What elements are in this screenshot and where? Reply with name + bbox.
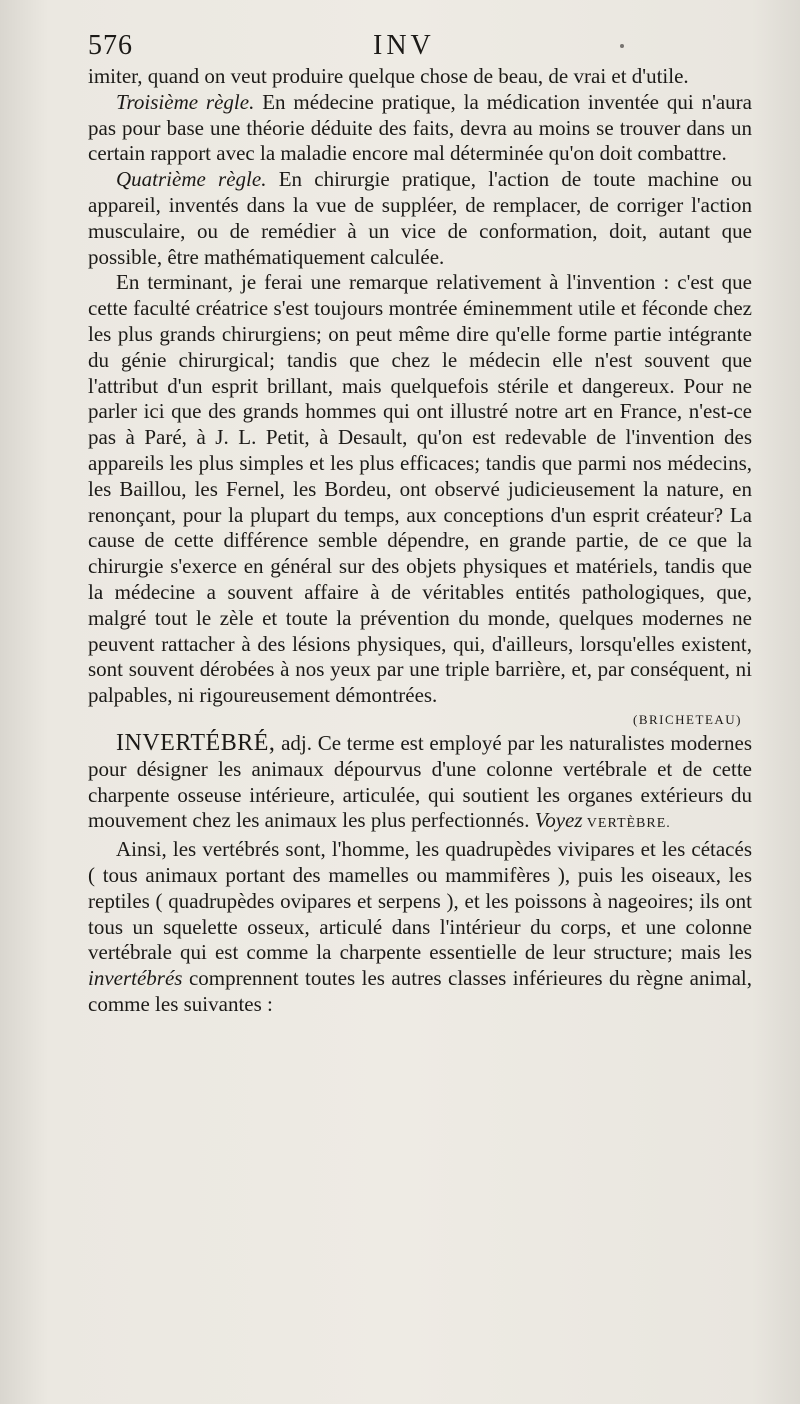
- paragraph-third-rule: [88, 90, 752, 167]
- page-number: 576: [88, 30, 133, 61]
- paragraph-conclusion: En terminant, je ferai une remarque relativement à l'invention : c'est que cette faculté créatrice s'est toujours montrée éminemment utile et féconde chez les plus grands chirurgiens; on peut même dire qu'elle forme partie intégrante du génie chirurgical; tandis que chez le médecin elle n'est souvent que l'attribut d'un esprit brillant, mais quelquefois stérile et dangereux. Pour ne parler ici que des grands hommes qui ont illustré notre art en France, n'est-ce pas à Paré, à J. L. Petit, à Desault, qu'on est redevable de l'invention des appareils les plus simples et les plus efficaces; tandis que parmi nos médecins, les Baillou, les Fernel, les Bordeu, ont observé judicieusement la nature, en renonçant, pour la plupart du temps, aux conceptions d'un esprit créateur? La cause de cette différence semble dépendre, en grande partie, de ce que la chirurgie s'exerce en général sur des objets physiques et matériels, tandis que la médecine a souvent affaire à de véritables entités pathologiques, que, malgré tout le zèle et toute la prévention du monde, quelques modernes ne peuvent rattacher à des lésions physiques, qui, d'ailleurs, lorsqu'elles existent, sont souvent dérobées à nos yeux par une triple barrière, et, par conséquent, ni palpables, ni rigoureusement démontrées.: [88, 270, 752, 708]
- rule-body: En chirurgie pratique, l'action de toute machine ou appareil, inventés dans la vue de suppléer, de remplacer, de corriger l'action musculaire, ou de remédier à un vice de conformation, doit, autant que possible, être mathématiquement calculée.: [88, 167, 752, 269]
- cross-reference-target: VERTÈBRE.: [582, 816, 671, 832]
- paragraph-text: Ainsi, les vertébrés sont, l'homme, les quadrupèdes vivipares et les cétacés ( tous animaux portant des mamelles ou mammifères ), puis les oiseaux, les reptiles ( quadrupèdes ovipares et serpens ), et les poissons à nageoires; ils ont tous un squelette osseux, articulé dans l'intérieur du corps, et une colonne vertébrale qui est comme la charpente essentielle de leur structure; mais les: [88, 837, 752, 965]
- rule-body: En médecine pratique, la médication inventée qui n'aura pas pour base une théorie déduite des faits, devra au moins se trouver dans un certain rapport avec la maladie encore mal déterminée qu'on doit combattre.: [88, 89, 752, 166]
- running-head: INV: [373, 30, 435, 61]
- paragraph-text-end: comprennent toutes les autres classes inférieures du règne animal, comme les suivantes :: [88, 966, 752, 1016]
- body-text: [88, 64, 752, 1018]
- page-header: [88, 30, 760, 66]
- paragraph-continuation: imiter, quand on veut produire quelque chose de beau, de vrai et d'utile.: [88, 64, 689, 88]
- rule-title: Troisième règle.: [116, 89, 255, 114]
- entry-invertebre: [88, 731, 752, 837]
- author-signature: (BRICHETEAU): [633, 711, 742, 727]
- paragraph-fourth-rule: [88, 167, 752, 270]
- ink-spot: [620, 44, 624, 48]
- paragraph-vertebrates: [88, 837, 752, 1018]
- cross-reference-see: Voyez: [529, 808, 583, 833]
- entry-definition: Ce terme est employé par les naturalistes modernes pour désigner les animaux dépourvus d'une colonne vertébrale et de cette charpente osseuse intérieure, articulée, qui soutient les organes extérieurs du mouvement chez les animaux les plus perfectionnés.: [88, 730, 752, 833]
- emphasis-invertebres: invertébrés: [88, 966, 183, 991]
- entry-part-of-speech: adj.: [275, 730, 313, 755]
- entry-headword: INVERTÉBRÉ,: [116, 729, 276, 756]
- rule-title: Quatrième règle.: [116, 167, 267, 192]
